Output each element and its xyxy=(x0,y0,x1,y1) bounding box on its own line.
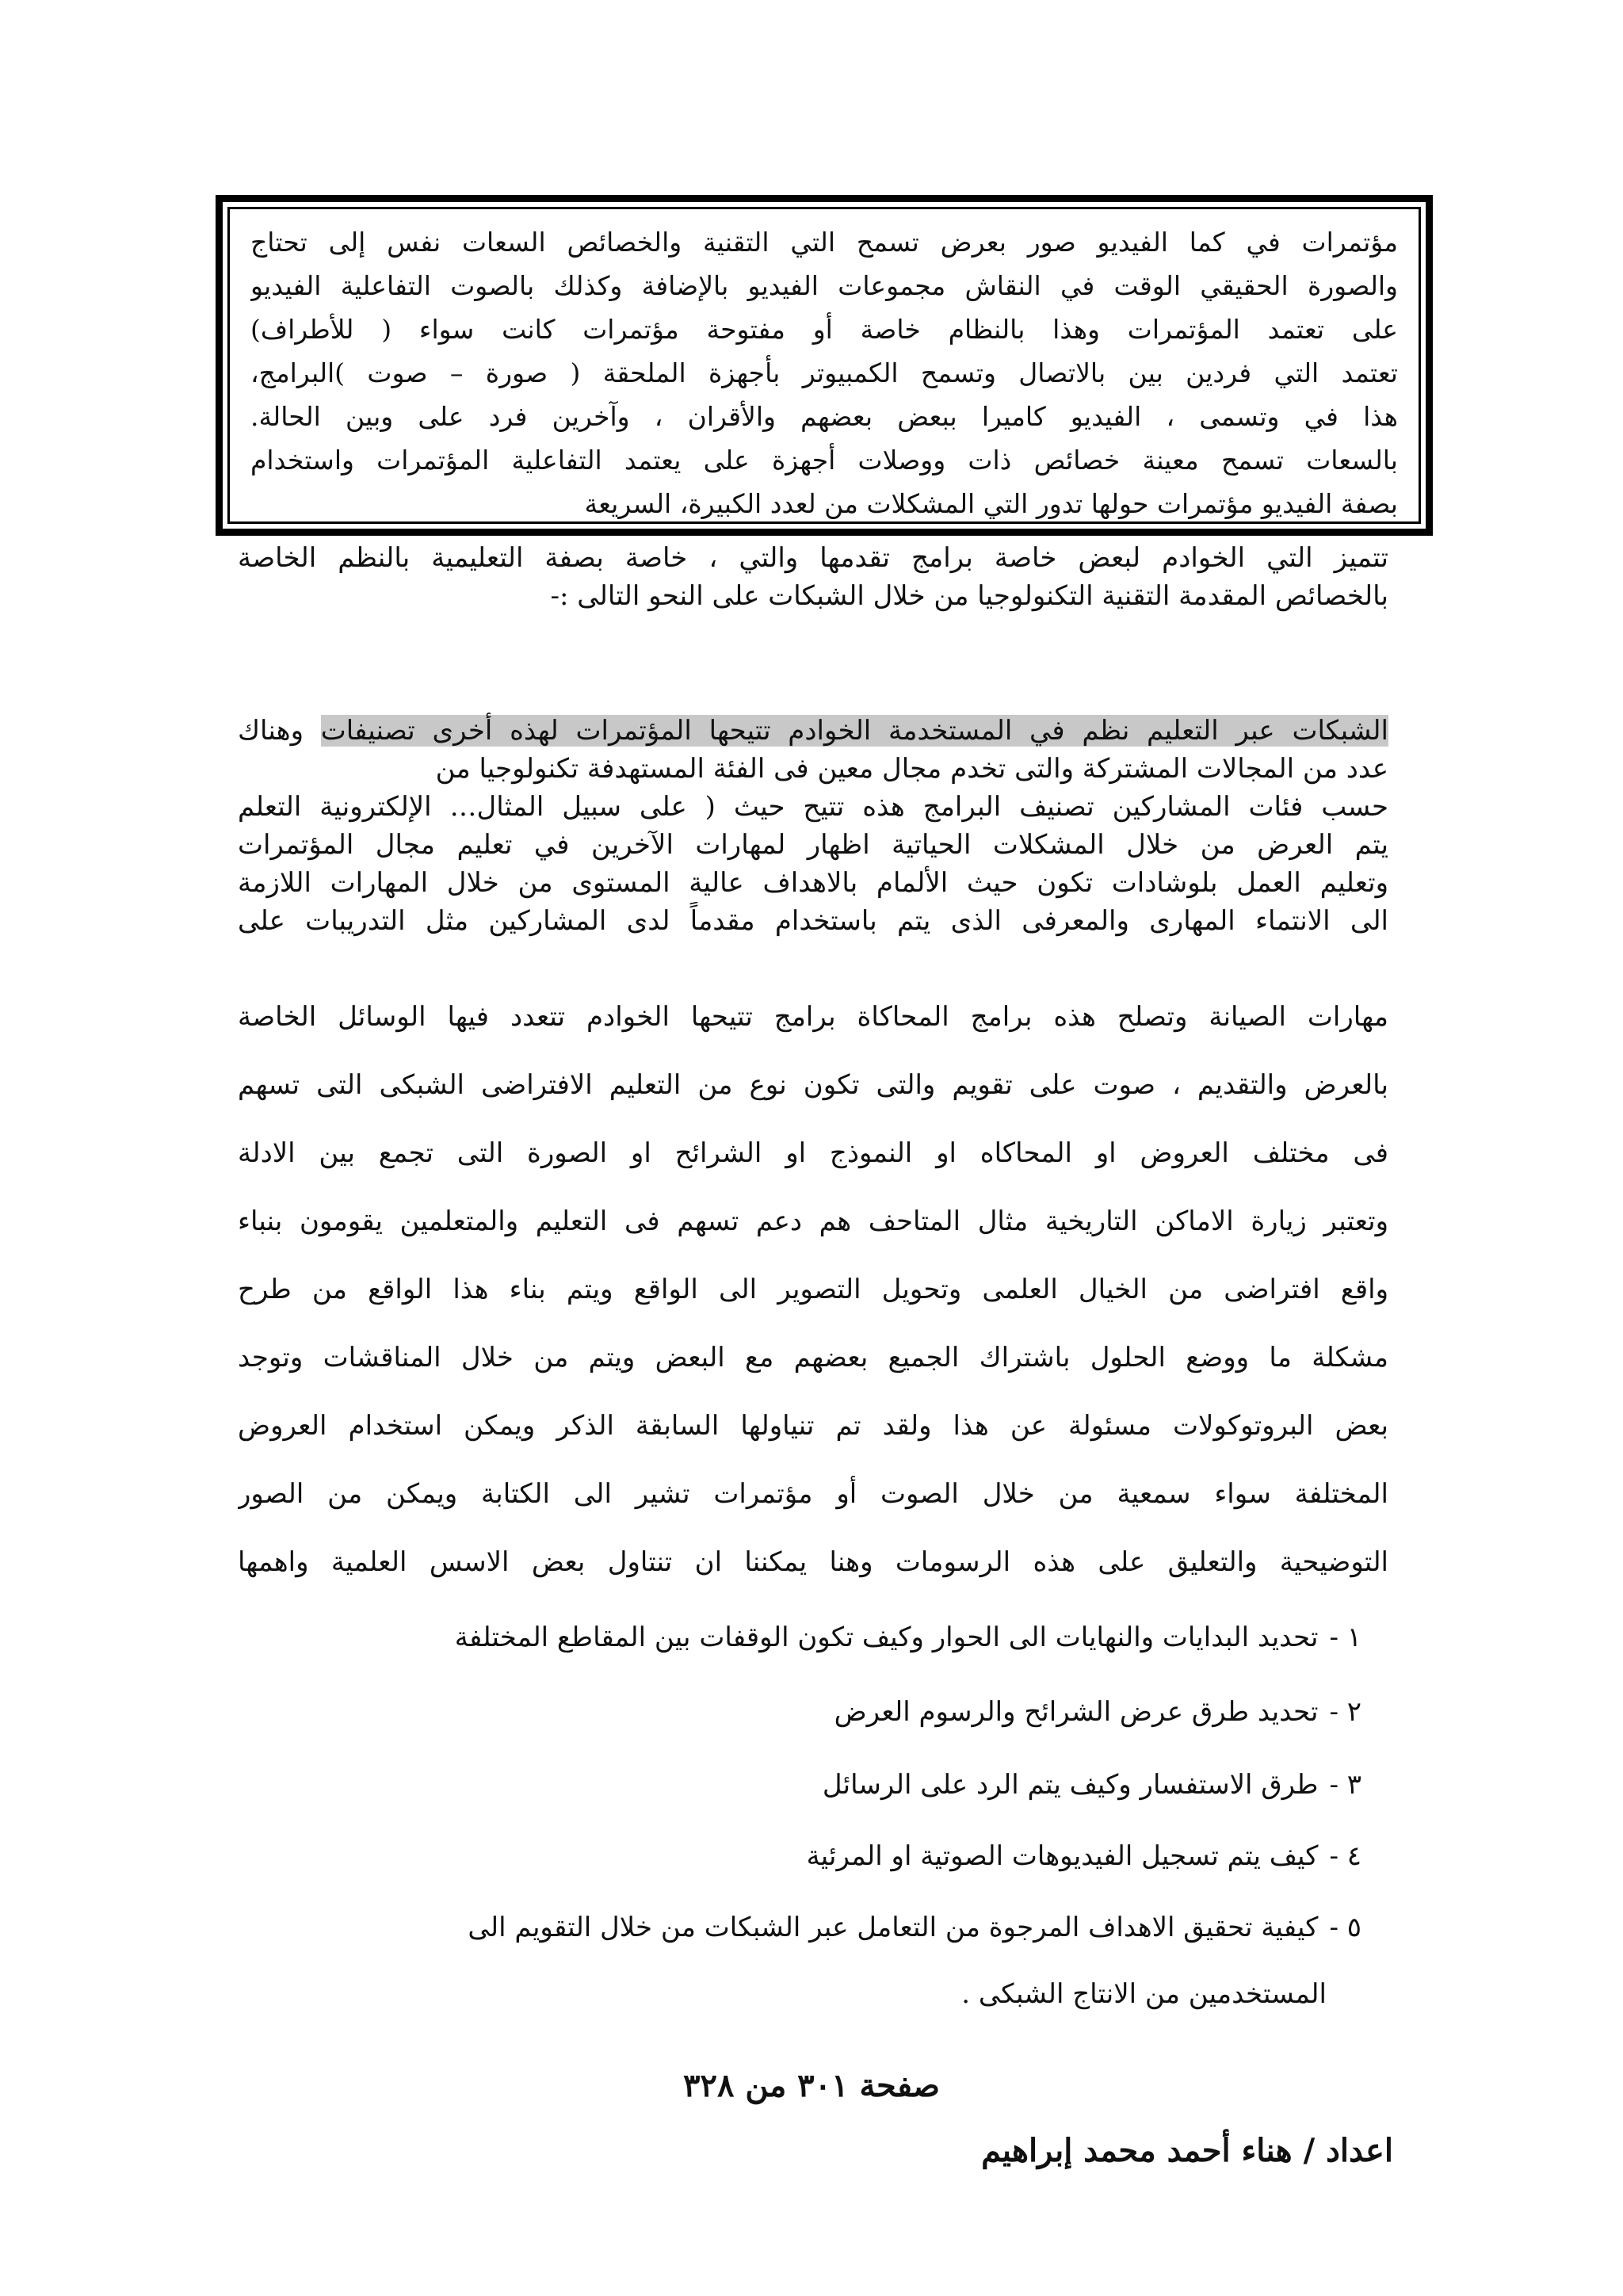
main-paragraph xyxy=(238,712,1388,940)
paragraph-line: وتعليم العمل بلوشادات تكون حيث الألمام بالاهداف عالية المستوى من خلال المهارات اللازمة xyxy=(238,867,1388,899)
framed-line: بالسعات تسمح معينة خصائص ذات ووصلات أجهزة على يعتمد التفاعلية المؤتمرات واستخدام xyxy=(250,445,1398,476)
list-item-text: طرق الاستفسار وكيف يتم الرد على الرسائل xyxy=(822,1769,1319,1801)
paragraph-line: وتعتبر زيارة الاماكن التاريخية مثال المتاحف هم دعم تسهم فى التعليم والمتعلمين يقومون بنباء xyxy=(238,1205,1388,1237)
paragraph-line: مهارات الصيانة وتصلح هذه برامج المحاكاة برامج تتيحها الخوادم تتعدد فيها الوسائل الخاصة xyxy=(238,1001,1388,1033)
framed-line: تعتمد التي فردين بين بالاتصال وتسمح الكمبيوتر بأجهزة الملحقة ( صورة – صوت )البرامج، xyxy=(250,357,1398,388)
list-item xyxy=(823,1769,1361,1801)
paragraph-line: بالعرض والتقديم ، صوت على تقويم والتى تكون نوع من التعليم الافتراضى الشبكى التى تسهم xyxy=(238,1069,1388,1101)
paragraph-first-line xyxy=(238,712,1388,750)
list-item xyxy=(807,1840,1361,1872)
list-item-text: المستخدمين من الانتاج الشبكى . xyxy=(961,1978,1327,2010)
framed-line: هذا في وتسمى ، الفيديو كاميرا ببعض بعضهم والأقران ، وآخرين فرد على وبين الحالة. xyxy=(250,401,1398,432)
list-item-continuation xyxy=(961,1978,1327,2010)
paragraph-line: عدد من المجالات المشتركة والتى تخدم مجال معين فى الفئة المستهدفة تكنولوجيا من xyxy=(435,753,1388,785)
list-item-number: ٤ - xyxy=(1329,1840,1361,1872)
paragraph-line: الى الانتماء المهارى والمعرفى الذى يتم باستخدام مقدماً لدى المشاركين مثل التدريبات على xyxy=(238,905,1388,937)
list-item-text: تحديد طرق عرض الشرائح والرسوم العرض xyxy=(834,1696,1319,1728)
highlighted-text: الشبكات عبر التعليم نظم في المستخدمة الخوادم تتيحها المؤتمرات لهذه أخرى تصنيفات xyxy=(320,715,1388,747)
paragraph-line: فى مختلف العروض او المحاكاه او النموذج او الشرائح او الصورة التى تجمع بين الادلة xyxy=(238,1137,1388,1169)
paragraph-line: حسب فئات المشاركين تصنيف البرامج هذه تتيح حيث ( على سبيل المثال… الإلكترونية التعلم xyxy=(238,791,1388,823)
list-item xyxy=(468,1912,1361,1943)
paragraph-line: واقع افتراضى من الخيال العلمى وتحويل التصوير الى الواقع ويتم بناء هذا الواقع من طرح xyxy=(238,1274,1388,1305)
framed-text-box-inner xyxy=(227,207,1421,524)
list-item-text: كيف يتم تسجيل الفيديوهات الصوتية او المرئية xyxy=(806,1840,1319,1872)
list-item-number: ٣ - xyxy=(1329,1769,1361,1801)
list-item-number: ٢ - xyxy=(1329,1696,1361,1728)
paragraph-line: بعض البروتوكولات مسئولة عن هذا ولقد تم تنياولها السابقة الذكر ويمكن استخدام العروض xyxy=(238,1410,1388,1442)
paragraph-line: التوضيحية والتعليق على هذه الرسومات وهنا يمكننا ان تنتاول بعض الاسس العلمية واهمها xyxy=(238,1546,1388,1578)
list-item xyxy=(455,1622,1361,1653)
page-number: صفحة ٣٠١ من ٣٢٨ xyxy=(682,2067,941,2104)
intro-line: بالخصائص المقدمة التقنية التكنولوجيا من خلال الشبكات على النحو التالى :- xyxy=(550,580,1388,612)
paragraph-line: يتم العرض من خلال المشكلات الحياتية اظهار لمهارات الآخرين في تعليم مجال المؤتمرات xyxy=(238,829,1388,861)
framed-line: على تعتمد المؤتمرات وهذا بالنظام خاصة أو مفتوحة مؤتمرات كانت سواء ( للأطراف) xyxy=(250,314,1398,345)
main-paragraph-continued xyxy=(238,983,1388,1596)
list-item xyxy=(834,1696,1361,1728)
intro-line: تتميز التي الخوادم لبعض خاصة برامج تقدمها والتي ، خاصة بصفة التعليمية بالنظم الخاصة xyxy=(238,542,1388,574)
framed-line: بصفة الفيديو مؤتمرات حولها تدور التي المشكلات من لعدد الكبيرة، السريعة xyxy=(584,488,1398,519)
framed-line: مؤتمرات في كما الفيديو صور بعرض تسمح التي التقنية والخصائص السعات نفس إلى تحتاج xyxy=(250,227,1398,258)
framed-line: والصورة الحقيقي الوقت في النقاش مجموعات الفيديو بالإضافة وكذلك بالصوت التفاعلية الفيديو xyxy=(250,270,1398,301)
author-credit: اعداد / هناء أحمد محمد إبراهيم xyxy=(981,2132,1393,2169)
list-item-text: كيفية تحقيق الاهداف المرجوة من التعامل عبر الشبكات من خلال التقويم الى xyxy=(468,1912,1319,1943)
intro-paragraph xyxy=(238,539,1388,615)
list-item-number: ٥ - xyxy=(1329,1912,1361,1943)
paragraph-line: المختلفة سواء سمعية من خلال الصوت أو مؤتمرات تشير الى الكتابة ويمكن من الصور xyxy=(238,1478,1388,1510)
list-item-text: تحديد البدايات والنهايات الى الحوار وكيف تكون الوقفات بين المقاطع المختلفة xyxy=(454,1622,1319,1653)
list-item-number: ١ - xyxy=(1329,1622,1361,1653)
framed-text-box xyxy=(216,195,1433,536)
first-line-rest: وهناك xyxy=(238,715,321,747)
paragraph-line: مشكلة ما ووضع الحلول باشتراك الجميع بعضهم مع البعض ويتم من خلال المناقشات وتوجد xyxy=(238,1342,1388,1373)
